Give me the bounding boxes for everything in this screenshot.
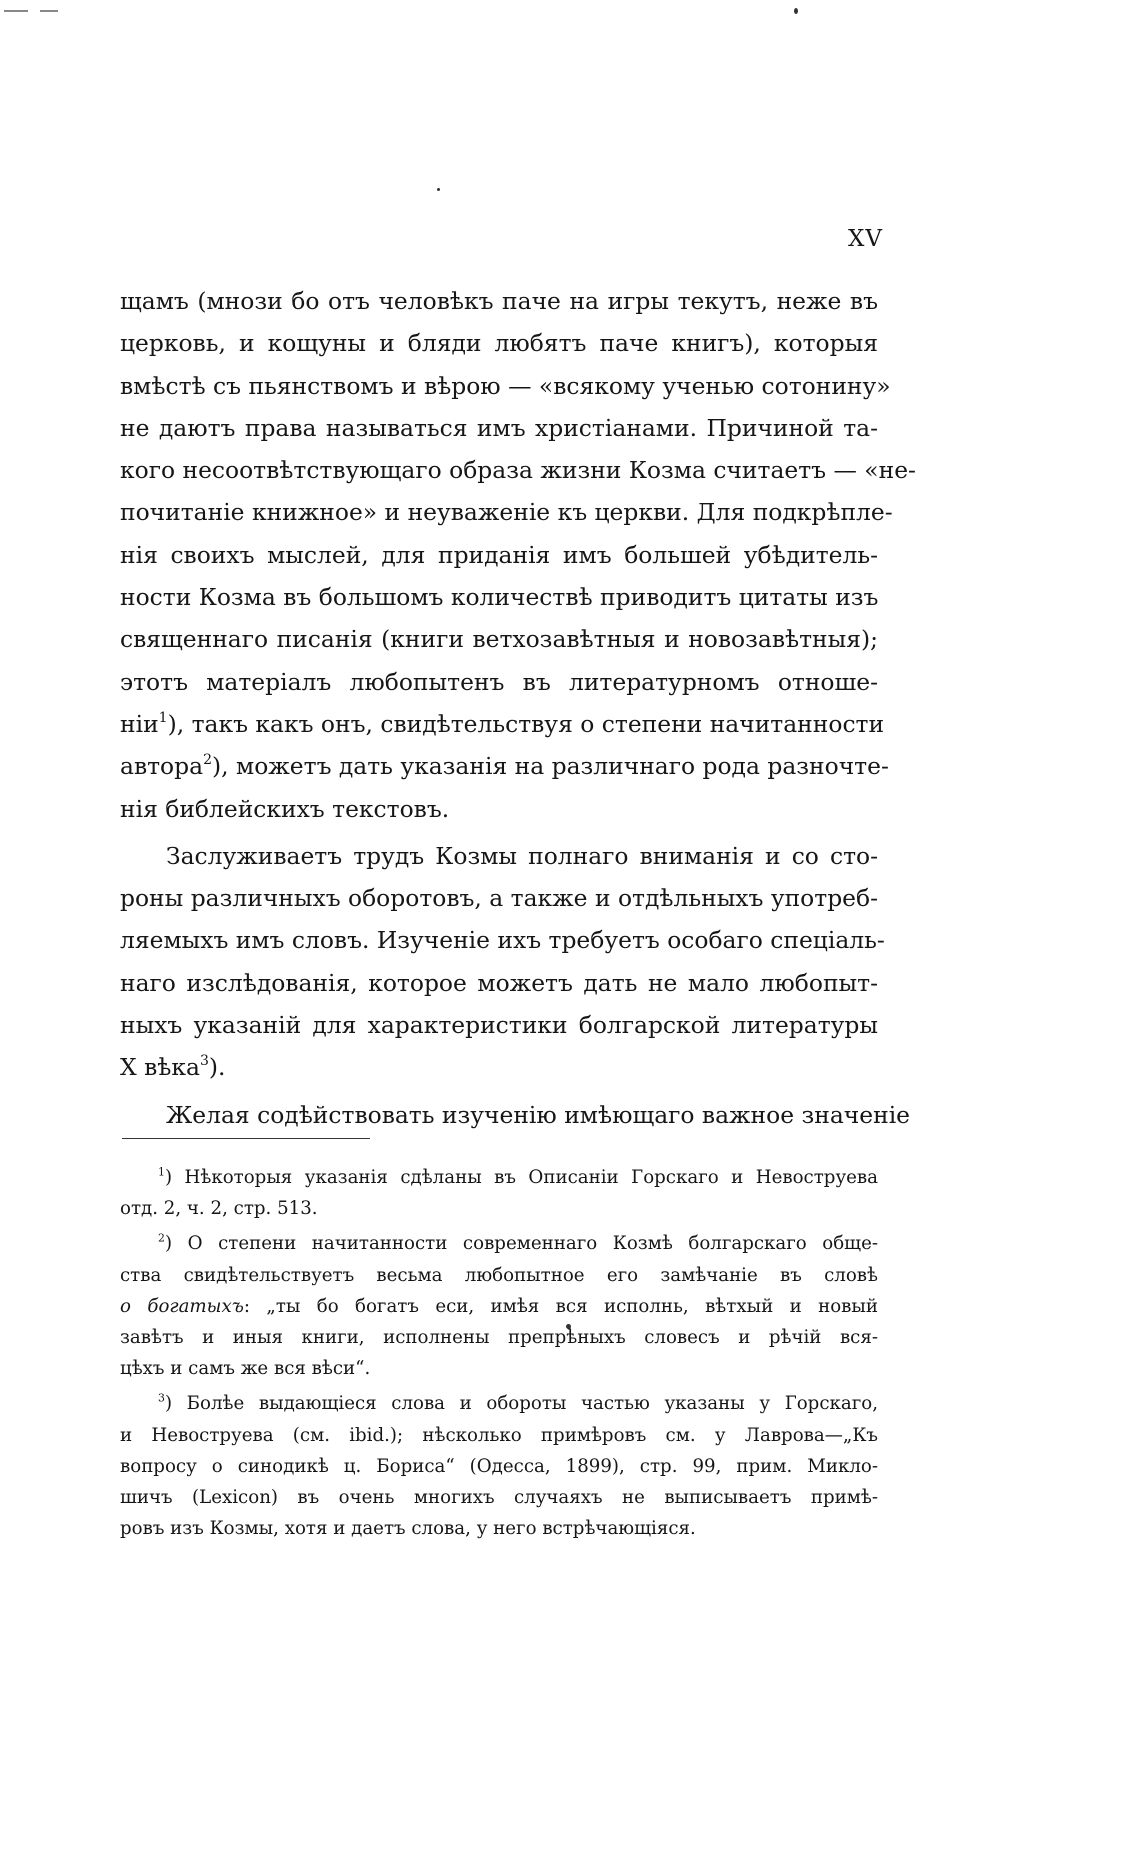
footnote-2 bbox=[120, 1228, 878, 1384]
paragraph-3 bbox=[120, 1094, 911, 1136]
text-fragment: автора bbox=[120, 752, 204, 781]
footnote-line: шичъ (Lexicon) въ очень многихъ случаяхъ не выписываетъ примѣ- bbox=[120, 1486, 878, 1508]
text-line: нія библейскихъ текстовъ. bbox=[120, 794, 450, 823]
text-line: церковь, и кощуны и бляди любятъ паче книгъ), которыя bbox=[120, 329, 878, 358]
text-fragment: : „ты бо богатъ еси, имѣя вся исполнь, вѣтхый и новый bbox=[243, 1295, 878, 1317]
footnote-line bbox=[120, 1388, 878, 1419]
text-line: Желая содѣйствовать изученію имѣющаго важное значеніе bbox=[166, 1100, 911, 1129]
main-text bbox=[120, 280, 916, 1136]
text-line: не даютъ права называться имъ христіанами. Причиной та- bbox=[120, 413, 878, 442]
page-number: XV bbox=[848, 226, 883, 252]
footnote-marker: 3 bbox=[158, 1391, 165, 1405]
footnote-marker: 2 bbox=[158, 1231, 165, 1245]
text-fragment: ). bbox=[208, 1053, 226, 1082]
text-line bbox=[120, 745, 889, 787]
text-line: почитаніе книжное» и неуваженіе къ церкви. Для подкрѣпле- bbox=[120, 498, 893, 527]
footnote-marker-2: 2 bbox=[203, 752, 212, 769]
footnotes bbox=[120, 1162, 878, 1544]
text-fragment: ) О степени начитанности современнаго Козмѣ болгарскаго обще- bbox=[164, 1233, 878, 1255]
footnote-marker-1: 1 bbox=[158, 710, 168, 727]
text-fragment: ), можетъ дать указанія на различнаго рода разночте- bbox=[212, 752, 889, 781]
footnote-line: и Невоструева (см. ibid.); нѣсколько примѣровъ см. у Лаврова—„Къ bbox=[120, 1424, 878, 1446]
footnote-line bbox=[120, 1162, 878, 1193]
footnote-line: ровъ изъ Козмы, хотя и даетъ слова, у него встрѣчающіяся. bbox=[120, 1518, 696, 1540]
italic-fragment: о богатыхъ bbox=[120, 1295, 244, 1317]
scan-mark bbox=[40, 10, 58, 12]
text-line: Заслуживаетъ трудъ Козмы полнаго вниманія и со сто- bbox=[166, 841, 878, 870]
footnote-3 bbox=[120, 1388, 878, 1544]
text-line: щамъ (мнози бо отъ человѣкъ паче на игры текутъ, неже въ bbox=[120, 287, 878, 315]
footnote-line: ства свидѣтельствуетъ весьма любопытное его замѣчаніе въ словѣ bbox=[120, 1264, 878, 1286]
footnote-rule bbox=[122, 1138, 370, 1139]
text-line: роны различныхъ оборотовъ, а также и отдѣльныхъ употреб- bbox=[120, 884, 878, 913]
text-line: ныхъ указаній для характеристики болгарской литературы bbox=[120, 1011, 878, 1040]
text-fragment: ), такъ какъ онъ, свидѣтельствуя о степени начитанности bbox=[167, 709, 885, 738]
text-line: священнаго писанія (книги ветхозавѣтныя и новозавѣтныя); bbox=[120, 625, 878, 654]
paragraph-1 bbox=[120, 280, 916, 830]
text-line bbox=[120, 703, 885, 745]
footnote-line: цѣхъ и самъ же вся вѣси“. bbox=[120, 1358, 371, 1380]
text-line: ности Козма въ большомъ количествѣ приводитъ цитаты изъ bbox=[120, 583, 879, 612]
text-fragment: X вѣка bbox=[120, 1053, 200, 1082]
footnote-line: завѣтъ и иныя книги, исполнены препрѣныхъ словесъ и рѣчій вся- bbox=[120, 1326, 878, 1348]
text-line bbox=[120, 1046, 878, 1088]
text-fragment: ) Болѣе выдающіеся слова и обороты частью указаны у Горскаго, bbox=[164, 1393, 878, 1415]
footnote-marker-3: 3 bbox=[199, 1053, 209, 1070]
scan-mark bbox=[4, 10, 28, 12]
footnote-line: вопросу о синодикѣ ц. Бориса“ (Одесса, 1899), стр. 99, прим. Микло- bbox=[120, 1455, 878, 1477]
footnote-line bbox=[120, 1291, 878, 1322]
text-fragment: ніи bbox=[120, 709, 159, 738]
text-line: наго изслѣдованія, которое можетъ дать не мало любопыт- bbox=[120, 968, 878, 997]
scan-speck bbox=[794, 8, 798, 14]
footnote-marker: 1 bbox=[158, 1165, 165, 1179]
text-fragment: ) Нѣкоторыя указанія сдѣланы въ Описаніи Горскаго и Невоструева bbox=[164, 1167, 878, 1188]
footnote-1 bbox=[120, 1162, 878, 1224]
footnote-line bbox=[120, 1228, 878, 1259]
scan-speck bbox=[437, 188, 440, 191]
text-line: ляемыхъ имъ словъ. Изученіе ихъ требуетъ особаго спеціаль- bbox=[120, 926, 885, 955]
paragraph-2 bbox=[120, 835, 885, 1089]
text-line: вмѣстѣ съ пьянствомъ и вѣрою — «всякому ученью сотонину» bbox=[120, 371, 891, 400]
text-line: нія своихъ мыслей, для приданія имъ большей убѣдитель- bbox=[120, 540, 878, 569]
footnote-line: отд. 2, ч. 2, стр. 513. bbox=[120, 1198, 318, 1220]
text-line: этотъ матеріалъ любопытенъ въ литературномъ отноше- bbox=[120, 667, 878, 696]
text-line: кого несоотвѣтствующаго образа жизни Козма считаетъ — «не- bbox=[120, 456, 916, 485]
